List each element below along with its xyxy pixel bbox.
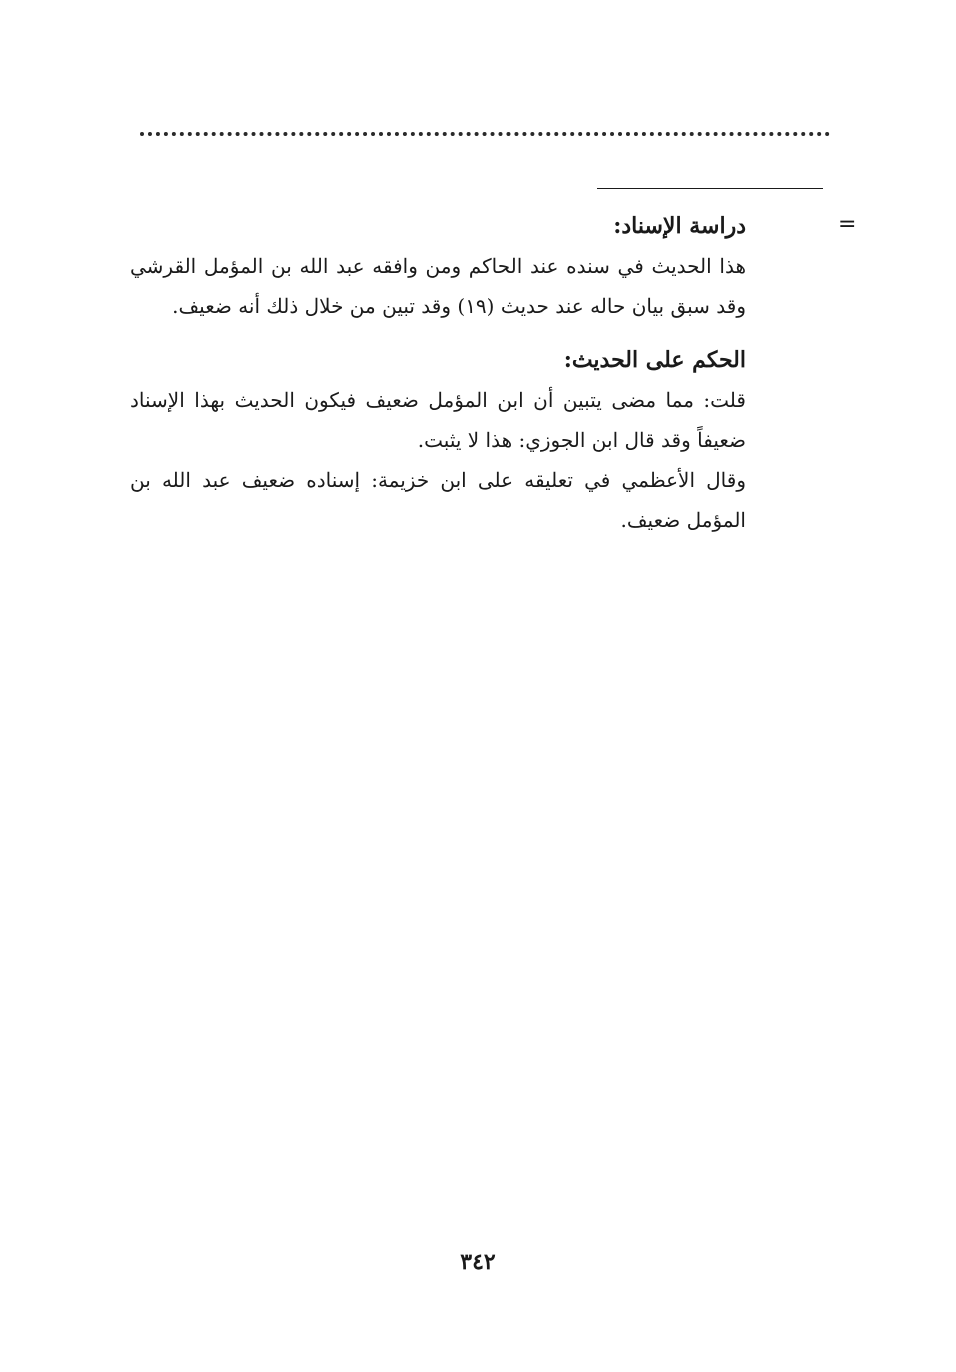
section-gap — [130, 326, 746, 340]
dotted-separator — [140, 120, 830, 136]
hukm-paragraph-2: وقال الأعظمي في تعليقه على ابن خزيمة: إسناده ضعيف عبد الله بن المؤمل ضعيف. — [130, 468, 746, 532]
isnad-paragraph: هذا الحديث في سنده عند الحاكم ومن وافقه عبد الله بن المؤمل القرشي وقد سبق بيان حاله عند حديث (١٩) وقد تبين من خلال ذلك أنه ضعيف. — [130, 254, 746, 318]
page-number: ٣٤٢ — [460, 1249, 496, 1275]
main-text — [130, 206, 746, 540]
hukm-heading: الحكم على الحديث: — [563, 347, 746, 373]
isnad-heading: دراسة الإسناد: — [613, 213, 746, 239]
hukm-paragraph-1: قلت: مما مضى يتبين أن ابن المؤمل ضعيف فيكون الحديث بهذا الإسناد ضعيفاً وقد قال ابن الجوزي: هذا لا يثبت. — [130, 388, 746, 452]
footnote-rule — [597, 188, 823, 189]
continuation-mark: = — [838, 212, 857, 237]
